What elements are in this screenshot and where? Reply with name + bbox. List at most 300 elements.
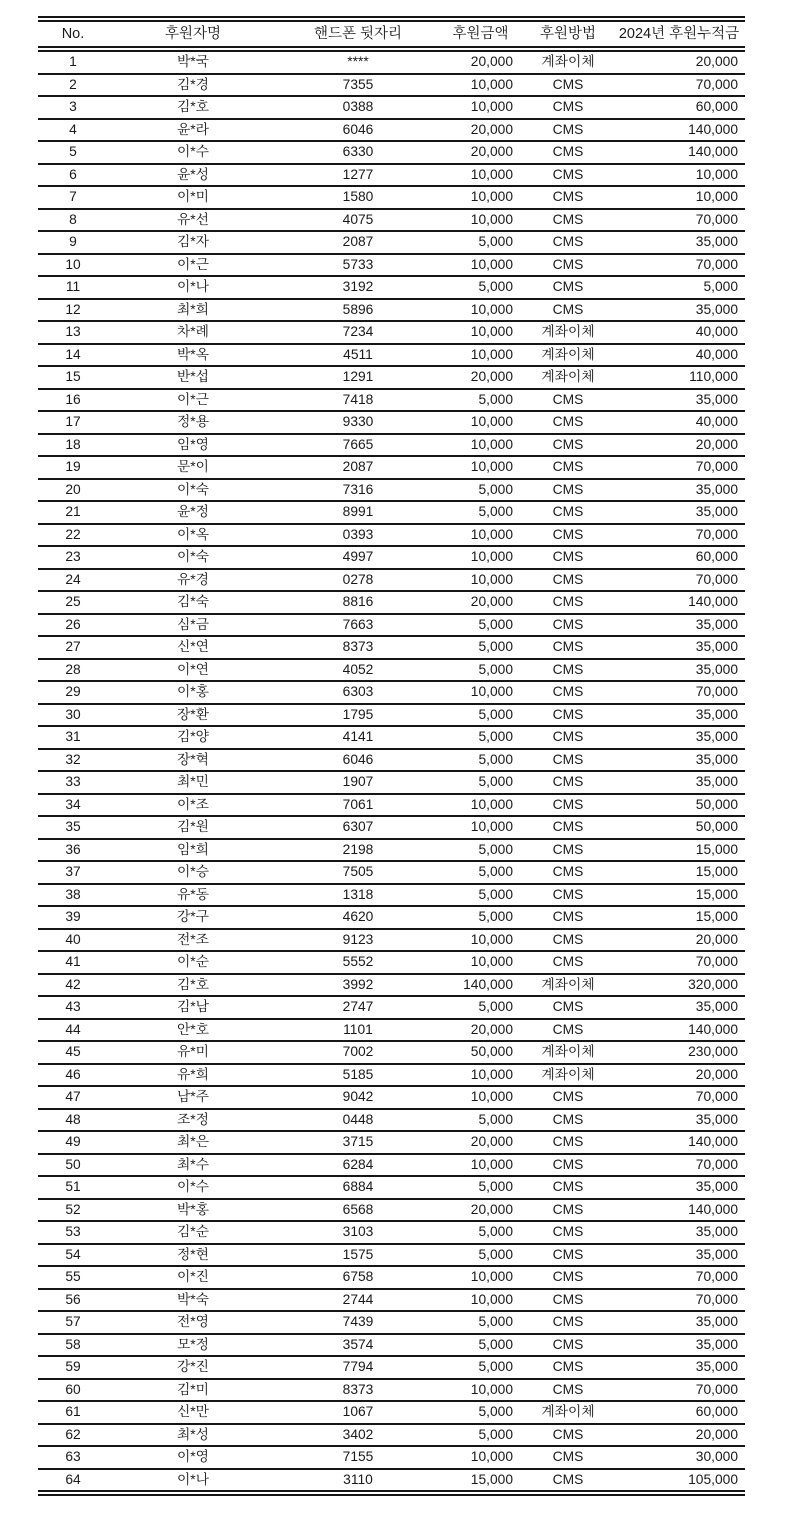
cell-no: 28 xyxy=(38,659,108,682)
table-row xyxy=(38,1086,745,1109)
cell-donation-method: 계좌이체 xyxy=(523,344,613,367)
cell-2024-cumulative: 70,000 xyxy=(613,1289,745,1312)
cell-donation-method: 계좌이체 xyxy=(523,1064,613,1087)
cell-donation-method: CMS xyxy=(523,254,613,277)
cell-no: 23 xyxy=(38,546,108,569)
cell-donation-amount: 10,000 xyxy=(438,1446,523,1469)
cell-phone-last-digits: 1318 xyxy=(278,884,438,907)
cell-donor-name: 김*자 xyxy=(108,231,278,254)
cell-donation-method: CMS xyxy=(523,726,613,749)
cell-2024-cumulative: 70,000 xyxy=(613,569,745,592)
cell-phone-last-digits: 2744 xyxy=(278,1289,438,1312)
table-row xyxy=(38,861,745,884)
cell-no: 53 xyxy=(38,1221,108,1244)
cell-no: 34 xyxy=(38,794,108,817)
table-row xyxy=(38,1244,745,1267)
cell-donor-name: 모*정 xyxy=(108,1334,278,1357)
cell-phone-last-digits: 7316 xyxy=(278,479,438,502)
cell-donation-method: CMS xyxy=(523,299,613,322)
cell-donation-amount: 10,000 xyxy=(438,321,523,344)
cell-2024-cumulative: 320,000 xyxy=(613,974,745,997)
cell-2024-cumulative: 15,000 xyxy=(613,906,745,929)
cell-2024-cumulative: 105,000 xyxy=(613,1469,745,1494)
cell-2024-cumulative: 10,000 xyxy=(613,186,745,209)
cell-donation-method: CMS xyxy=(523,1266,613,1289)
cell-2024-cumulative: 35,000 xyxy=(613,614,745,637)
cell-donor-name: 임*희 xyxy=(108,839,278,862)
cell-donor-name: 이*미 xyxy=(108,186,278,209)
cell-no: 5 xyxy=(38,141,108,164)
cell-2024-cumulative: 60,000 xyxy=(613,546,745,569)
cell-donation-method: CMS xyxy=(523,704,613,727)
cell-donation-method: CMS xyxy=(523,1424,613,1447)
cell-donor-name: 윤*정 xyxy=(108,501,278,524)
cell-phone-last-digits: 6303 xyxy=(278,681,438,704)
table-row xyxy=(38,321,745,344)
table-row xyxy=(38,254,745,277)
cell-donor-name: 심*금 xyxy=(108,614,278,637)
cell-donation-amount: 20,000 xyxy=(438,1199,523,1222)
table-body xyxy=(38,49,745,1493)
table-row xyxy=(38,681,745,704)
cell-donor-name: 이*수 xyxy=(108,141,278,164)
table-row xyxy=(38,546,745,569)
table-row xyxy=(38,231,745,254)
cell-donation-amount: 5,000 xyxy=(438,1221,523,1244)
cell-donor-name: 최*은 xyxy=(108,1131,278,1154)
cell-donation-amount: 10,000 xyxy=(438,681,523,704)
cell-donation-amount: 20,000 xyxy=(438,141,523,164)
cell-donation-method: CMS xyxy=(523,996,613,1019)
cell-donor-name: 박*홍 xyxy=(108,1199,278,1222)
cell-donation-amount: 5,000 xyxy=(438,614,523,637)
cell-donation-amount: 5,000 xyxy=(438,996,523,1019)
cell-donation-amount: 10,000 xyxy=(438,411,523,434)
cell-donor-name: 이*근 xyxy=(108,254,278,277)
cell-phone-last-digits: 3192 xyxy=(278,276,438,299)
cell-no: 49 xyxy=(38,1131,108,1154)
cell-donation-amount: 10,000 xyxy=(438,1154,523,1177)
cell-2024-cumulative: 70,000 xyxy=(613,74,745,97)
cell-phone-last-digits: 9042 xyxy=(278,1086,438,1109)
cell-no: 29 xyxy=(38,681,108,704)
cell-no: 35 xyxy=(38,816,108,839)
cell-donor-name: 유*미 xyxy=(108,1041,278,1064)
cell-donor-name: 전*영 xyxy=(108,1311,278,1334)
cell-no: 41 xyxy=(38,951,108,974)
cell-donation-method: CMS xyxy=(523,389,613,412)
cell-donor-name: 박*옥 xyxy=(108,344,278,367)
cell-donor-name: 신*만 xyxy=(108,1401,278,1424)
table-row xyxy=(38,141,745,164)
cell-donor-name: 정*현 xyxy=(108,1244,278,1267)
cell-phone-last-digits: 0388 xyxy=(278,96,438,119)
cell-donation-amount: 5,000 xyxy=(438,1244,523,1267)
table-row xyxy=(38,119,745,142)
cell-donation-amount: 5,000 xyxy=(438,389,523,412)
cell-donation-method: CMS xyxy=(523,1176,613,1199)
table-row xyxy=(38,1199,745,1222)
table-row xyxy=(38,366,745,389)
cell-donation-method: CMS xyxy=(523,479,613,502)
cell-donation-method: CMS xyxy=(523,1109,613,1132)
cell-phone-last-digits: 0393 xyxy=(278,524,438,547)
cell-2024-cumulative: 140,000 xyxy=(613,119,745,142)
cell-no: 3 xyxy=(38,96,108,119)
cell-phone-last-digits: 1795 xyxy=(278,704,438,727)
cell-2024-cumulative: 70,000 xyxy=(613,254,745,277)
cell-2024-cumulative: 35,000 xyxy=(613,299,745,322)
cell-no: 58 xyxy=(38,1334,108,1357)
table-row xyxy=(38,1469,745,1494)
cell-phone-last-digits: 7418 xyxy=(278,389,438,412)
cell-phone-last-digits: 6884 xyxy=(278,1176,438,1199)
cell-donor-name: 임*영 xyxy=(108,434,278,457)
cell-donor-name: 윤*라 xyxy=(108,119,278,142)
cell-donor-name: 유*선 xyxy=(108,209,278,232)
cell-no: 45 xyxy=(38,1041,108,1064)
cell-donation-amount: 20,000 xyxy=(438,1019,523,1042)
cell-2024-cumulative: 70,000 xyxy=(613,209,745,232)
cell-2024-cumulative: 35,000 xyxy=(613,636,745,659)
cell-phone-last-digits: 4141 xyxy=(278,726,438,749)
cell-donor-name: 이*근 xyxy=(108,389,278,412)
cell-donation-amount: 5,000 xyxy=(438,276,523,299)
cell-donation-amount: 20,000 xyxy=(438,1131,523,1154)
cell-donation-amount: 10,000 xyxy=(438,254,523,277)
cell-phone-last-digits: 2087 xyxy=(278,456,438,479)
cell-donation-amount: 10,000 xyxy=(438,546,523,569)
table-row xyxy=(38,659,745,682)
cell-no: 16 xyxy=(38,389,108,412)
cell-no: 62 xyxy=(38,1424,108,1447)
cell-donation-method: CMS xyxy=(523,411,613,434)
cell-donation-method: CMS xyxy=(523,1221,613,1244)
cell-no: 30 xyxy=(38,704,108,727)
table-row xyxy=(38,276,745,299)
table-row xyxy=(38,74,745,97)
table-header-row xyxy=(38,19,745,49)
table-row xyxy=(38,186,745,209)
cell-donation-amount: 5,000 xyxy=(438,771,523,794)
cell-phone-last-digits: 7234 xyxy=(278,321,438,344)
cell-phone-last-digits: **** xyxy=(278,49,438,74)
cell-donation-amount: 5,000 xyxy=(438,1176,523,1199)
cell-donor-name: 이*숙 xyxy=(108,546,278,569)
cell-donation-method: CMS xyxy=(523,861,613,884)
cell-phone-last-digits: 7155 xyxy=(278,1446,438,1469)
cell-phone-last-digits: 8991 xyxy=(278,501,438,524)
table-row xyxy=(38,1041,745,1064)
cell-donation-amount: 20,000 xyxy=(438,119,523,142)
cell-donor-name: 김*순 xyxy=(108,1221,278,1244)
cell-donor-name: 이*옥 xyxy=(108,524,278,547)
cell-donation-amount: 50,000 xyxy=(438,1041,523,1064)
cell-donation-method: CMS xyxy=(523,1244,613,1267)
table-row xyxy=(38,974,745,997)
cell-donation-amount: 10,000 xyxy=(438,1064,523,1087)
table-row xyxy=(38,614,745,637)
cell-no: 12 xyxy=(38,299,108,322)
cell-phone-last-digits: 3110 xyxy=(278,1469,438,1494)
cell-no: 63 xyxy=(38,1446,108,1469)
cell-phone-last-digits: 7505 xyxy=(278,861,438,884)
table-row xyxy=(38,771,745,794)
table-row xyxy=(38,726,745,749)
cell-donation-method: CMS xyxy=(523,186,613,209)
cell-2024-cumulative: 35,000 xyxy=(613,389,745,412)
cell-donation-amount: 5,000 xyxy=(438,884,523,907)
cell-2024-cumulative: 20,000 xyxy=(613,929,745,952)
cell-donation-amount: 5,000 xyxy=(438,1334,523,1357)
cell-donation-method: CMS xyxy=(523,816,613,839)
cell-phone-last-digits: 3103 xyxy=(278,1221,438,1244)
cell-donation-amount: 5,000 xyxy=(438,636,523,659)
cell-donor-name: 이*순 xyxy=(108,951,278,974)
cell-donation-method: 계좌이체 xyxy=(523,321,613,344)
cell-phone-last-digits: 4511 xyxy=(278,344,438,367)
cell-phone-last-digits: 4620 xyxy=(278,906,438,929)
cell-no: 14 xyxy=(38,344,108,367)
cell-no: 26 xyxy=(38,614,108,637)
cell-phone-last-digits: 8373 xyxy=(278,636,438,659)
cell-donation-amount: 5,000 xyxy=(438,906,523,929)
cell-phone-last-digits: 7439 xyxy=(278,1311,438,1334)
cell-donation-amount: 5,000 xyxy=(438,231,523,254)
cell-donation-method: CMS xyxy=(523,501,613,524)
cell-2024-cumulative: 140,000 xyxy=(613,1131,745,1154)
cell-phone-last-digits: 4997 xyxy=(278,546,438,569)
cell-2024-cumulative: 5,000 xyxy=(613,276,745,299)
cell-donation-amount: 10,000 xyxy=(438,569,523,592)
cell-2024-cumulative: 35,000 xyxy=(613,659,745,682)
cell-no: 64 xyxy=(38,1469,108,1494)
cell-2024-cumulative: 35,000 xyxy=(613,1311,745,1334)
cell-2024-cumulative: 20,000 xyxy=(613,1064,745,1087)
cell-donor-name: 김*양 xyxy=(108,726,278,749)
cell-no: 31 xyxy=(38,726,108,749)
table-row xyxy=(38,884,745,907)
table-row xyxy=(38,1176,745,1199)
cell-no: 7 xyxy=(38,186,108,209)
cell-2024-cumulative: 60,000 xyxy=(613,1401,745,1424)
cell-donor-name: 강*진 xyxy=(108,1356,278,1379)
cell-phone-last-digits: 0278 xyxy=(278,569,438,592)
cell-2024-cumulative: 10,000 xyxy=(613,164,745,187)
cell-no: 42 xyxy=(38,974,108,997)
cell-donation-amount: 5,000 xyxy=(438,749,523,772)
cell-2024-cumulative: 35,000 xyxy=(613,479,745,502)
cell-no: 61 xyxy=(38,1401,108,1424)
cell-2024-cumulative: 15,000 xyxy=(613,884,745,907)
cell-phone-last-digits: 5733 xyxy=(278,254,438,277)
cell-donation-amount: 10,000 xyxy=(438,96,523,119)
cell-no: 44 xyxy=(38,1019,108,1042)
cell-phone-last-digits: 1580 xyxy=(278,186,438,209)
cell-donation-method: CMS xyxy=(523,569,613,592)
cell-phone-last-digits: 1907 xyxy=(278,771,438,794)
cell-donation-amount: 10,000 xyxy=(438,74,523,97)
cell-no: 56 xyxy=(38,1289,108,1312)
cell-no: 50 xyxy=(38,1154,108,1177)
cell-donation-amount: 15,000 xyxy=(438,1469,523,1494)
cell-donation-method: CMS xyxy=(523,119,613,142)
cell-no: 40 xyxy=(38,929,108,952)
cell-2024-cumulative: 35,000 xyxy=(613,1109,745,1132)
cell-donation-amount: 10,000 xyxy=(438,209,523,232)
cell-donation-method: CMS xyxy=(523,749,613,772)
cell-donation-method: 계좌이체 xyxy=(523,974,613,997)
cell-phone-last-digits: 8816 xyxy=(278,591,438,614)
cell-no: 17 xyxy=(38,411,108,434)
cell-donor-name: 유*희 xyxy=(108,1064,278,1087)
cell-donor-name: 유*경 xyxy=(108,569,278,592)
table-row xyxy=(38,411,745,434)
cell-donation-amount: 5,000 xyxy=(438,726,523,749)
cell-donor-name: 조*정 xyxy=(108,1109,278,1132)
cell-phone-last-digits: 9123 xyxy=(278,929,438,952)
cell-donation-method: CMS xyxy=(523,614,613,637)
cell-phone-last-digits: 3574 xyxy=(278,1334,438,1357)
cell-donation-method: CMS xyxy=(523,884,613,907)
cell-no: 46 xyxy=(38,1064,108,1087)
cell-donor-name: 김*경 xyxy=(108,74,278,97)
cell-donor-name: 이*나 xyxy=(108,1469,278,1494)
cell-phone-last-digits: 2198 xyxy=(278,839,438,862)
cell-donor-name: 윤*성 xyxy=(108,164,278,187)
cell-donation-method: CMS xyxy=(523,74,613,97)
cell-donation-amount: 10,000 xyxy=(438,299,523,322)
cell-2024-cumulative: 35,000 xyxy=(613,1356,745,1379)
table-row xyxy=(38,1019,745,1042)
cell-donation-amount: 5,000 xyxy=(438,1311,523,1334)
cell-donation-method: CMS xyxy=(523,96,613,119)
cell-donor-name: 박*국 xyxy=(108,49,278,74)
table-row xyxy=(38,49,745,74)
cell-2024-cumulative: 70,000 xyxy=(613,1086,745,1109)
cell-donation-method: CMS xyxy=(523,141,613,164)
cell-donation-method: CMS xyxy=(523,906,613,929)
cell-phone-last-digits: 1101 xyxy=(278,1019,438,1042)
cell-2024-cumulative: 20,000 xyxy=(613,49,745,74)
table-row xyxy=(38,524,745,547)
cell-donor-name: 이*숙 xyxy=(108,479,278,502)
cell-donor-name: 이*나 xyxy=(108,276,278,299)
table-row xyxy=(38,1446,745,1469)
cell-donation-method: CMS xyxy=(523,1289,613,1312)
cell-donation-amount: 10,000 xyxy=(438,1086,523,1109)
cell-2024-cumulative: 230,000 xyxy=(613,1041,745,1064)
donor-table-container xyxy=(38,16,745,1496)
cell-donor-name: 정*용 xyxy=(108,411,278,434)
table-row xyxy=(38,1356,745,1379)
cell-donation-amount: 5,000 xyxy=(438,659,523,682)
cell-phone-last-digits: 5896 xyxy=(278,299,438,322)
cell-donation-method: CMS xyxy=(523,794,613,817)
cell-2024-cumulative: 35,000 xyxy=(613,1334,745,1357)
cell-donor-name: 최*성 xyxy=(108,1424,278,1447)
cell-2024-cumulative: 70,000 xyxy=(613,456,745,479)
cell-donor-name: 전*조 xyxy=(108,929,278,952)
cell-donation-method: CMS xyxy=(523,231,613,254)
cell-donation-method: CMS xyxy=(523,1131,613,1154)
cell-2024-cumulative: 35,000 xyxy=(613,1221,745,1244)
cell-2024-cumulative: 35,000 xyxy=(613,996,745,1019)
cell-no: 37 xyxy=(38,861,108,884)
table-row xyxy=(38,1289,745,1312)
cell-2024-cumulative: 70,000 xyxy=(613,524,745,547)
cell-donor-name: 반*섭 xyxy=(108,366,278,389)
table-row xyxy=(38,96,745,119)
cell-2024-cumulative: 70,000 xyxy=(613,1266,745,1289)
cell-donation-method: CMS xyxy=(523,636,613,659)
cell-donation-amount: 10,000 xyxy=(438,456,523,479)
table-row xyxy=(38,1401,745,1424)
cell-phone-last-digits: 2087 xyxy=(278,231,438,254)
cell-phone-last-digits: 1277 xyxy=(278,164,438,187)
cell-2024-cumulative: 15,000 xyxy=(613,839,745,862)
table-row xyxy=(38,816,745,839)
cell-phone-last-digits: 6046 xyxy=(278,119,438,142)
cell-no: 48 xyxy=(38,1109,108,1132)
cell-donor-name: 문*이 xyxy=(108,456,278,479)
cell-no: 57 xyxy=(38,1311,108,1334)
table-row xyxy=(38,906,745,929)
cell-donation-amount: 10,000 xyxy=(438,524,523,547)
cell-phone-last-digits: 6307 xyxy=(278,816,438,839)
cell-phone-last-digits: 4052 xyxy=(278,659,438,682)
cell-donation-method: CMS xyxy=(523,1019,613,1042)
cell-donation-method: CMS xyxy=(523,164,613,187)
cell-phone-last-digits: 3715 xyxy=(278,1131,438,1154)
cell-donation-amount: 5,000 xyxy=(438,1401,523,1424)
table-row xyxy=(38,389,745,412)
cell-2024-cumulative: 30,000 xyxy=(613,1446,745,1469)
cell-no: 43 xyxy=(38,996,108,1019)
cell-donation-method: CMS xyxy=(523,1154,613,1177)
cell-donor-name: 김*숙 xyxy=(108,591,278,614)
cell-2024-cumulative: 140,000 xyxy=(613,1019,745,1042)
cell-donation-amount: 10,000 xyxy=(438,1266,523,1289)
cell-2024-cumulative: 70,000 xyxy=(613,681,745,704)
table-row xyxy=(38,749,745,772)
cell-no: 38 xyxy=(38,884,108,907)
table-row xyxy=(38,636,745,659)
cell-no: 52 xyxy=(38,1199,108,1222)
cell-no: 25 xyxy=(38,591,108,614)
cell-donor-name: 이*영 xyxy=(108,1446,278,1469)
cell-donation-method: CMS xyxy=(523,1446,613,1469)
cell-2024-cumulative: 110,000 xyxy=(613,366,745,389)
cell-phone-last-digits: 7794 xyxy=(278,1356,438,1379)
cell-2024-cumulative: 60,000 xyxy=(613,96,745,119)
cell-donation-amount: 10,000 xyxy=(438,929,523,952)
cell-donation-method: CMS xyxy=(523,659,613,682)
cell-donation-amount: 5,000 xyxy=(438,861,523,884)
cell-no: 8 xyxy=(38,209,108,232)
cell-donation-amount: 5,000 xyxy=(438,839,523,862)
cell-donor-name: 유*동 xyxy=(108,884,278,907)
cell-donation-method: 계좌이체 xyxy=(523,49,613,74)
table-row xyxy=(38,951,745,974)
table-row xyxy=(38,299,745,322)
cell-no: 10 xyxy=(38,254,108,277)
table-row xyxy=(38,704,745,727)
cell-phone-last-digits: 6046 xyxy=(278,749,438,772)
table-row xyxy=(38,1266,745,1289)
cell-2024-cumulative: 35,000 xyxy=(613,726,745,749)
table-row xyxy=(38,1379,745,1402)
